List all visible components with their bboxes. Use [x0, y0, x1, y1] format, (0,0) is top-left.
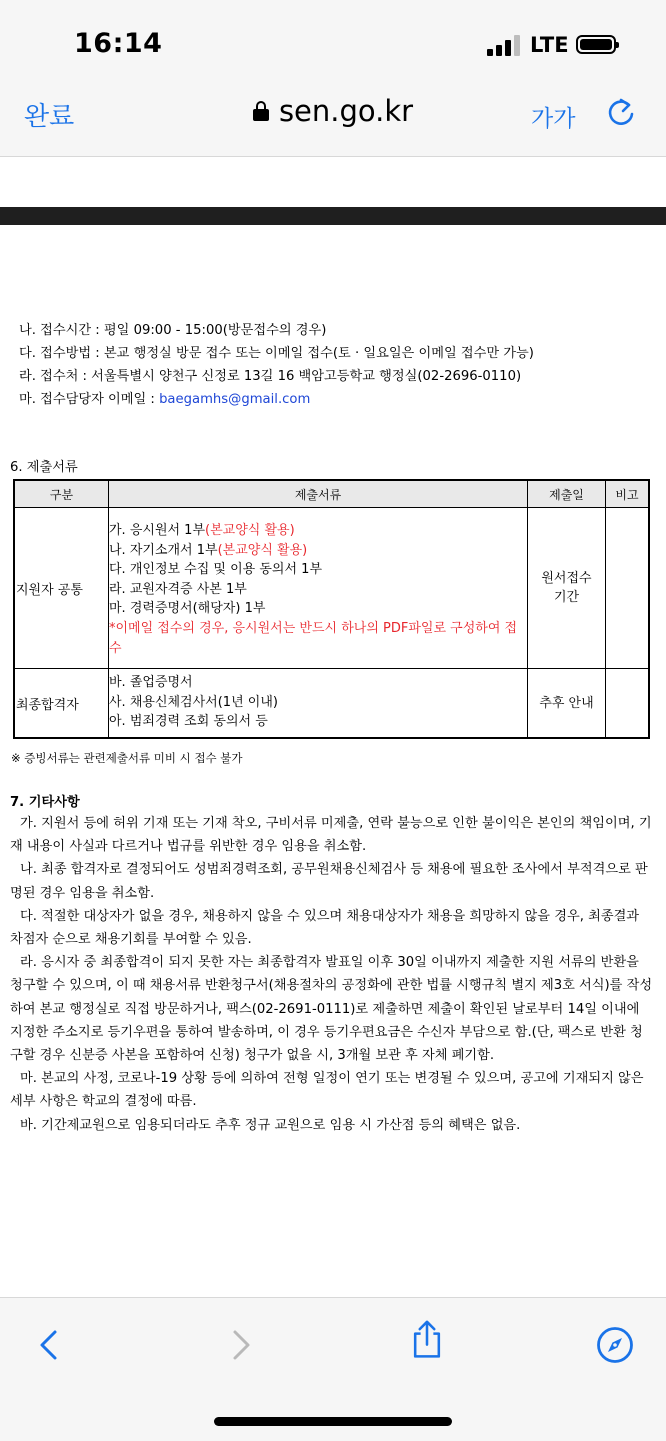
doc-item: 사. 채용신체검사서(1년 이내)	[109, 694, 278, 710]
doc-item: 라. 교원자격증 사본 1부	[109, 581, 247, 597]
due-text: 원서접수	[541, 571, 592, 587]
row-category: 지원자 공통	[14, 508, 109, 669]
done-button[interactable]: 완료	[24, 102, 75, 132]
header-category: 구분	[14, 480, 109, 508]
doc-item: 다. 개인정보 수집 및 이용 동의서 1부	[109, 562, 323, 578]
row-documents	[109, 508, 528, 669]
lock-icon	[253, 101, 269, 121]
table-row	[14, 508, 649, 669]
doc-item: 마. 경력증명서(해당자) 1부	[109, 601, 266, 617]
table-footnote: ※ 증빙서류는 관련제출서류 미비 시 접수 불가	[11, 751, 243, 765]
status-time: 16:14	[74, 28, 163, 59]
due-text: 기간	[553, 590, 580, 606]
row-due: 추후 안내	[528, 669, 606, 738]
email-warning: *이메일 접수의 경우, 응시원서는 반드시 하나의 PDF파일로 구성하여 접	[109, 620, 518, 636]
header-documents: 제출서류	[109, 480, 528, 508]
info-line-contact	[19, 388, 310, 407]
section-6-title: 6. 제출서류	[10, 460, 78, 475]
email-warning-cont: 수	[109, 640, 122, 656]
text-size-button[interactable]: 가가	[531, 106, 576, 132]
doc-item: 가. 응시원서 1부	[109, 523, 206, 538]
row-documents	[109, 669, 528, 738]
doc-item: 아. 범죄경력 조회 동의서 등	[109, 714, 268, 730]
browser-top-bar	[0, 0, 666, 157]
note-paragraph: 라. 응시자 중 최종합격이 되지 못한 자는 최종합격자 발표일 이후 30일 이내까지 제출한 지원 서류의 반환을 청구할 수 있으며, 이 때 채용서류 반환청구서(채용절차의 공정화에 관한 법률 시행규칙 별지 제3호 서식)를 작성하여 본교 행정실로 직접 방문하거나, 팩스(02-2691-0111)로 제출하면 제출이 확인된 날로부터 14일 이내에 지정한 주소지로 등기우편을 통하여 발송하며, 이 경우 등기우편요금은 수신자 부담으로 함.(단, 팩스로 반환 청구할 경우 신분증 사본을 포함하여 신청) 청구가 없을 시, 3개월 보관 후 자체 폐기함.	[10, 955, 653, 1064]
home-indicator[interactable]	[214, 1417, 452, 1426]
browser-bottom-toolbar	[0, 1297, 666, 1441]
section-7-title: 7. 기타사항	[10, 795, 80, 810]
back-icon[interactable]	[29, 1325, 69, 1365]
note-paragraph: 마. 본교의 사정, 코로나-19 상황 등에 의하여 전형 일정이 연기 또는 변경될 수 있으며, 공고에 기재되지 않은 세부 사항은 학교의 결정에 따름.	[10, 1071, 644, 1110]
doc-item: 바. 졸업증명서	[109, 675, 193, 691]
info-line-method: 다. 접수방법 : 본교 행정실 방문 접수 또는 이메일 접수(토 · 일요일은 이메일 접수만 가능)	[19, 346, 534, 361]
doc-item-note: (본교양식 활용)	[205, 523, 295, 538]
address-bar[interactable]	[253, 94, 413, 128]
battery-icon	[576, 35, 616, 54]
note-paragraph: 바. 기간제교원으로 임용되더라도 추후 정규 교원으로 임용 시 가산점 등의 혜택은 없음.	[20, 1117, 521, 1133]
page-header-bar	[0, 207, 666, 225]
info-line-place: 라. 접수처 : 서울특별시 양천구 신정로 13길 16 백암고등학교 행정실(02-2696-0110)	[19, 369, 522, 384]
row-remark	[606, 669, 650, 738]
doc-item-note: (본교양식 활용)	[217, 542, 308, 558]
contact-label: 마. 접수담당자 이메일 :	[19, 392, 160, 407]
url-text: sen.go.kr	[278, 94, 414, 128]
row-remark	[606, 508, 650, 669]
header-due: 제출일	[528, 480, 606, 508]
note-paragraph: 나. 최종 합격자로 결정되어도 성범죄경력조회, 공무원채용신체검사 등 채용에 필요한 조사에서 부적격으로 판명된 경우 임용을 취소함.	[10, 862, 648, 901]
note-paragraph: 다. 적절한 대상자가 없을 경우, 채용하지 않을 수 있으며 채용대상자가 채용을 희망하지 않을 경우, 최종결과 차점자 순으로 채용기회를 부여할 수 있음.	[10, 908, 640, 948]
reload-icon[interactable]	[604, 96, 638, 130]
note-paragraph: 가. 지원서 등에 허위 기재 또는 기재 착오, 구비서류 미제출, 연락 불능으로 인한 불이익은 본인의 책임이며, 기재 내용이 사실과 다르거나 법규를 위반한 경우 임용을 취소함.	[10, 816, 652, 855]
table-header-row	[14, 480, 649, 508]
network-type: LTE	[530, 33, 569, 57]
misc-notes	[10, 812, 654, 1137]
row-due	[528, 508, 606, 669]
header-remark: 비고	[606, 480, 650, 508]
contact-email-link[interactable]: baegamhs@gmail.com	[159, 392, 311, 407]
documents-table	[13, 479, 650, 739]
info-line-hours: 나. 접수시간 : 평일 09:00 - 15:00(방문접수의 경우)	[19, 323, 327, 338]
doc-item: 나. 자기소개서 1부	[109, 542, 218, 558]
row-category: 최종합격자	[14, 669, 109, 738]
table-row	[14, 669, 649, 738]
cellular-signal-icon	[487, 34, 521, 56]
share-icon[interactable]	[407, 1320, 447, 1360]
forward-icon[interactable]	[221, 1325, 261, 1365]
compass-icon[interactable]	[595, 1325, 635, 1365]
